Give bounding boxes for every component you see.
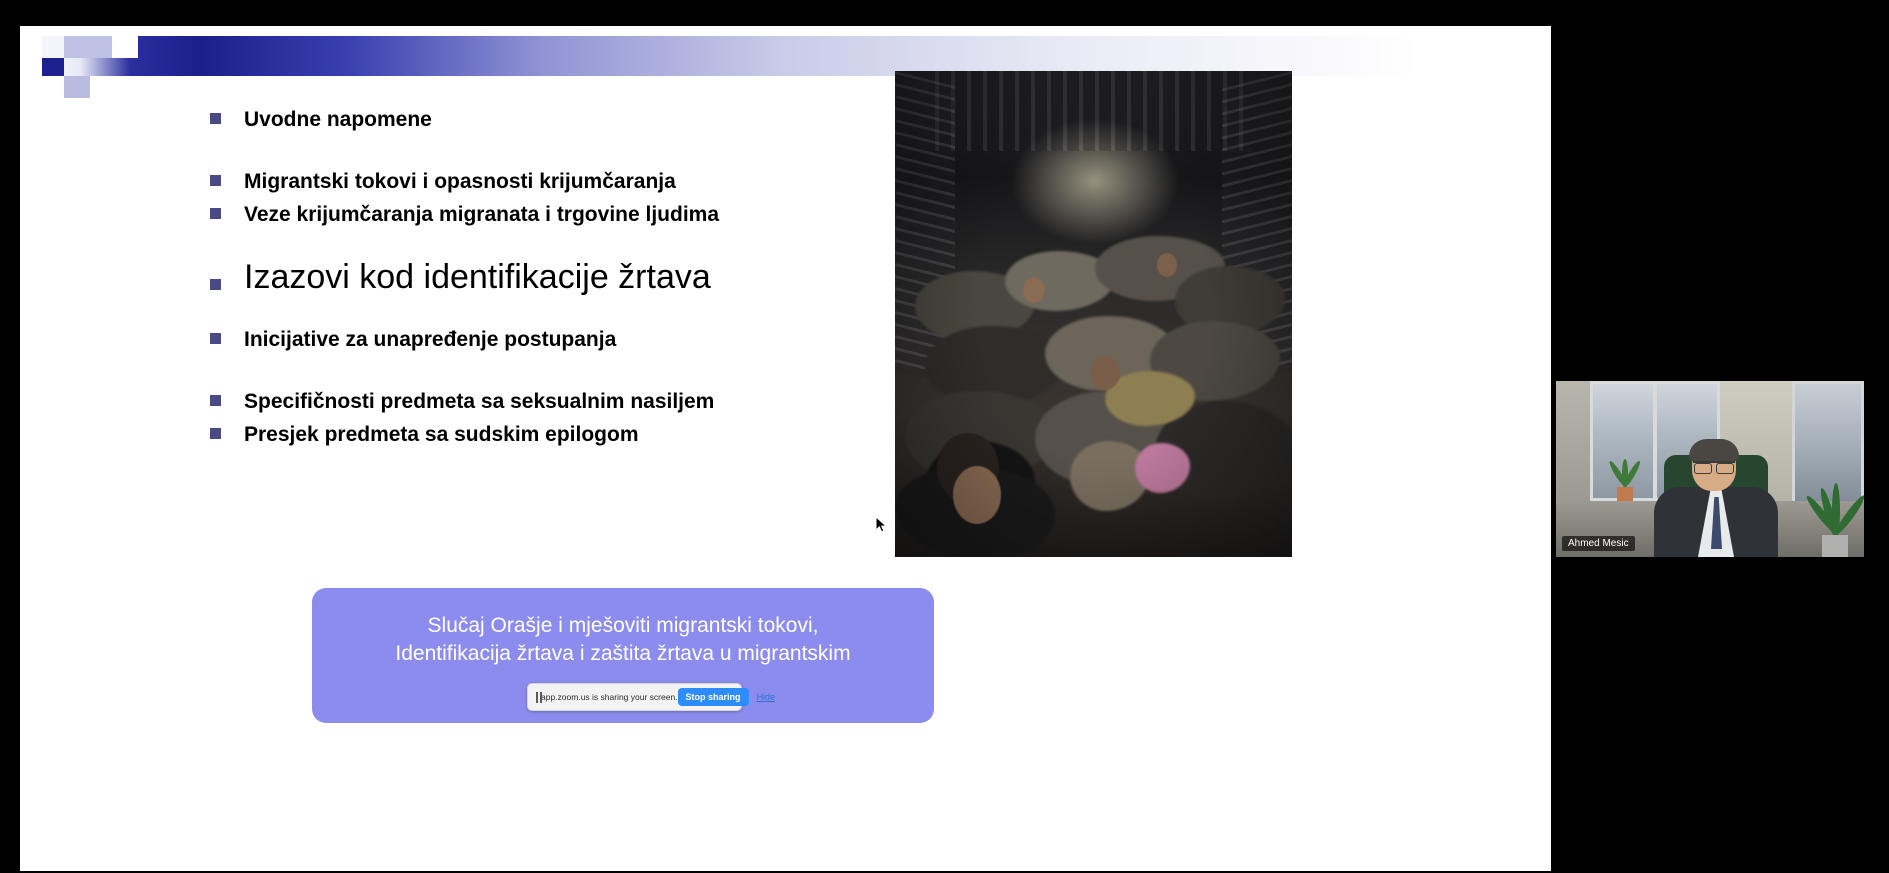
participant-video-tile[interactable] [1556, 381, 1864, 557]
stop-sharing-button[interactable]: Stop sharing [678, 688, 749, 706]
band-square-7 [112, 36, 138, 58]
participant-name-badge: Ahmed Mesic [1562, 536, 1635, 551]
bullet-marker-icon [210, 168, 224, 186]
list-item [210, 388, 890, 416]
bullet-marker-icon [210, 106, 224, 124]
video-plant-left [1610, 453, 1640, 501]
bullet-marker-icon [210, 421, 224, 439]
bullet-text: Presjek predmeta sa sudskim epilogom [244, 422, 639, 446]
spacer [210, 138, 890, 168]
band-square-3 [42, 58, 64, 76]
video-plant-right [1808, 467, 1862, 557]
spacer [210, 358, 890, 388]
band-gradient [20, 36, 1551, 76]
slide-bullet-list [210, 106, 890, 453]
caption-line-2: Identifikacija žrtava i zaštita žrtava u migrantskim [395, 642, 851, 666]
band-square-1 [20, 36, 42, 76]
band-square-2 [42, 36, 64, 58]
hide-link[interactable]: Hide [756, 692, 776, 702]
list-item [210, 421, 890, 449]
video-person-glasses [1693, 461, 1735, 473]
bullet-marker-icon [210, 388, 224, 406]
bullet-marker-icon [210, 326, 224, 344]
share-status-text: app.zoom.us is sharing your screen. [541, 692, 678, 702]
zoom-share-toolbar[interactable] [527, 683, 776, 711]
list-item [210, 168, 890, 196]
mouse-cursor-icon [875, 516, 889, 534]
bullet-marker-icon [210, 201, 224, 219]
bullet-text: Migrantski tokovi i opasnosti krijumčaranja [244, 170, 676, 194]
list-item [210, 106, 890, 134]
bullet-text: Specifičnosti predmeta sa seksualnim nasiljem [244, 390, 715, 414]
bullet-marker-icon [210, 257, 224, 290]
spacer [210, 302, 890, 326]
band-square-4 [64, 36, 112, 58]
video-person-hair [1689, 439, 1739, 461]
list-item [210, 326, 890, 354]
spacer [210, 233, 890, 257]
slide-photo [895, 71, 1292, 557]
bullet-text: Izazovi kod identifikacije žrtava [244, 258, 711, 297]
photo-vignette [895, 71, 1292, 557]
bullet-text: Veze krijumčaranja migranata i trgovine ljudima [244, 202, 720, 226]
slide-header-band [20, 26, 1551, 96]
shared-slide [20, 26, 1551, 871]
band-square-6 [90, 76, 116, 88]
caption-line-1: Slučaj Orašje i mješoviti migrantski tokovi, [427, 614, 819, 637]
bullet-text: Uvodne napomene [244, 108, 432, 131]
bullet-text: Inicijative za unapređenje postupanja [244, 327, 617, 351]
list-item [210, 201, 890, 229]
list-item-highlight [210, 257, 890, 298]
band-square-5 [64, 76, 90, 98]
